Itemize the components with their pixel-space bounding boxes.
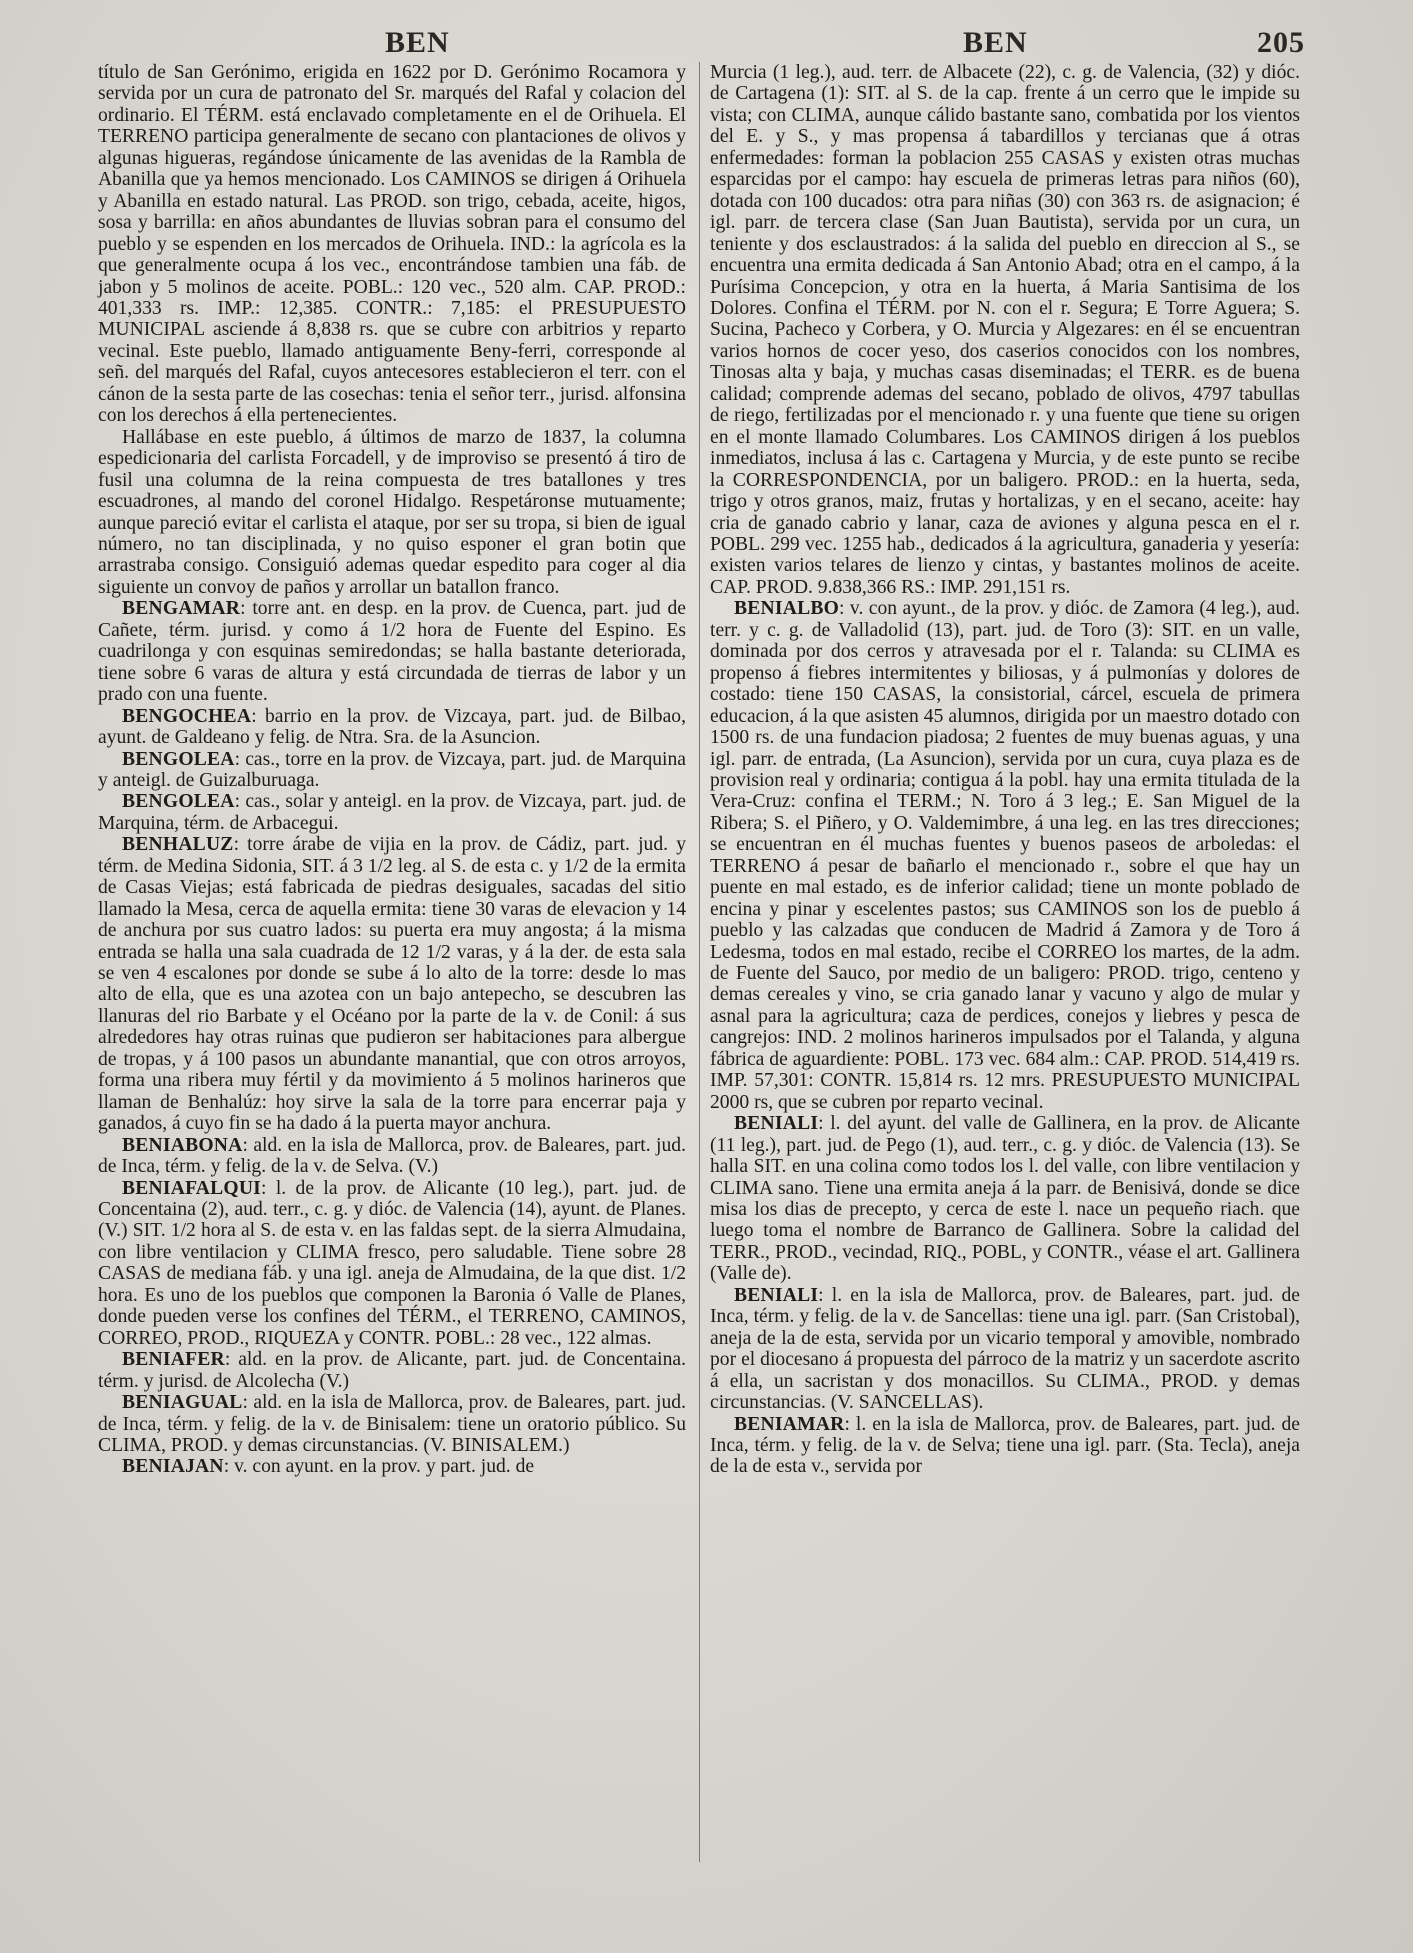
entry-headword: BENIAMAR: [734, 1413, 845, 1435]
dictionary-entry: [98, 1349, 686, 1392]
entry-text: : v. con ayunt. en la prov. y part. jud. de: [223, 1456, 535, 1478]
entry-headword: BENIAFER: [122, 1349, 225, 1371]
page-number: 205: [1257, 26, 1305, 59]
dictionary-entry: [98, 749, 686, 792]
dictionary-entry: [98, 1456, 686, 1477]
entry-headword: BENGOLEA: [122, 791, 235, 813]
entry-text: : torre ant. en desp. en la prov. de Cuenca, part. jud de Cañete, térm. jurisd. y como á 1/2 hora de Fuente del Espino. Es cuadrilonga y con esquinas semiredondas; se halla bastante deteriorada, tiene sobre 6 varas de altura y está circundada de tierras de labor y un prado con una fuente.: [98, 598, 686, 706]
entry-text: Hallábase en este pueblo, á últimos de marzo de 1837, la columna espedicionaria del carlista Forcadell, y de improviso se presentó á tiro de fusil una columna de la reina compuesta de tres batallones y tres escuadrones, al mando del coronel Hidalgo. Respetáronse mutuamente; aunque pareció evitar el carlista el ataque, por ser su tropa, si bien de igual número, no tan disciplinada, y no quiso esponer el gran botin que arrastraba consigo. Consiguió ademas quedar espedito para coger al dia siguiente un convoy de paños y arrollar un batallon franco.: [98, 426, 686, 598]
dictionary-entry: [710, 598, 1300, 1113]
entry-headword: BENGOLEA: [122, 748, 235, 770]
dictionary-entry: [710, 1113, 1300, 1285]
entry-text: : l. en la isla de Mallorca, prov. de Baleares, part. jud. de Inca, térm. y felig. de la v. de Sancellas: tiene una igl. parr. (San Cristobal), aneja de la de esta, servida por un vicario temporal y amovible, nombrado por el diocesano á propuesta del párroco de la matriz y un sacerdote ascrito á ella, un sacristan y dos monacillos. Su CLIMA., PROD. y demas circunstancias. (V. SANCELLAS).: [710, 1284, 1300, 1414]
entry-headword: BENGAMAR: [122, 598, 241, 620]
dictionary-entry: [98, 834, 686, 1134]
running-head-left: BEN: [385, 26, 450, 59]
column-divider: [699, 62, 700, 1862]
entry-paragraph: [710, 62, 1300, 598]
entry-text: : ald. en la isla de Mallorca, prov. de Baleares, part. jud. de Inca, térm. y felig. de la v. de Binisalem: tiene un oratorio público. Su CLIMA, PROD. y demas circunstancias. (V. BINISALEM.): [98, 1392, 686, 1456]
entry-headword: BENIAGUAL: [122, 1392, 243, 1414]
dictionary-entry: [98, 791, 686, 834]
entry-text: : cas., torre en la prov. de Vizcaya, part. jud. de Marquina y anteigl. de Guizalburuaga.: [98, 748, 686, 791]
dictionary-entry: [98, 1135, 686, 1178]
entry-text: : barrio en la prov. de Vizcaya, part. jud. de Bilbao, ayunt. de Galdeano y felig. de Ntra. Sra. de la Asuncion.: [98, 705, 686, 749]
dictionary-entry: [710, 1414, 1300, 1478]
dictionary-entry: [98, 1178, 686, 1350]
entry-headword: BENGOCHEA: [122, 705, 252, 727]
entry-headword: BENIAJAN: [122, 1456, 224, 1478]
entry-text: : ald. en la isla de Mallorca, prov. de Baleares, part. jud. de Inca, térm. y felig. de la v. de Selva. (V.): [98, 1134, 686, 1178]
running-head-right: BEN: [963, 26, 1028, 59]
right-column: [710, 62, 1300, 1478]
entry-headword: BENIALI: [734, 1284, 819, 1306]
dictionary-entry: [98, 1392, 686, 1456]
entry-text: : l. en la isla de Mallorca, prov. de Baleares, part. jud. de Inca, térm. y felig. de la v. de Selva; tiene una igl. parr. (Sta. Tecla), aneja de la de esta v., servida por: [710, 1413, 1300, 1478]
entry-headword: BENHALUZ: [122, 834, 234, 856]
entry-text: : l. de la prov. de Alicante (10 leg.), part. jud. de Concentaina (2), aud. terr., c. g. y dióc. de Valencia (14), ayunt. de Planes. (V.) SIT. 1/2 hora al S. de esta v. en las faldas sept. de la sierra Almudaina, con libre ventilacion y CLIMA fresco, pero saludable. Tiene sobre 28 CASAS de mediana fáb. y una igl. aneja de Almudaina, de la que dist. 1/2 hora. Es uno de los pueblos que componen la Baronia ó Valle de Planes, donde pueden verse los confines del TÉRM., el TERRENO, CAMINOS, CORREO, PROD., RIQUEZA y CONTR. POBL.: 28 vec., 122 almas.: [98, 1177, 686, 1349]
entry-text: : v. con ayunt., de la prov. y dióc. de Zamora (4 leg.), aud. terr. y c. g. de Valladolid (13), part. jud. de Toro (3): SIT. en un valle, dominada por dos cerros y atravesada por el r. Talanda: su CLIMA es propenso á fiebres intermitentes y biliosas, y á pulmonías y dolores de costado: tiene 150 CASAS, la consistorial, cárcel, escuela de primera educacion, á la que asisten 45 alumnos, dirigida por un maestro dotado con 1500 rs. de una fundacion piadosa; 2 fuentes de muy buenas aguas, y una igl. parr. de entrada, (La Asuncion), servida por un cura, cuya plaza es de provision real y ordinaria; contigua á la pobl. hay una ermita titulada de la Vera-Cruz: confina el TERM.; N. Toro á 3 leg.; E. San Miguel de la Ribera; S. el Piñero, y O. Valdemimbre, á una leg. en las tres direcciones; se encuentran en él muchas fuentes y buenos paseos de arboledas: el TERRENO á pesar de bañarlo el mencionado r., sobre el que hay un puente en mal estado, es de inferior calidad; tiene un monte poblado de encina y pinar y escelentes pastos; sus CAMINOS son los de pueblo á pueblo y las calzadas que conducen de Madrid á Zamora y de Toro á Ledesma, todos en mal estado, recibe el CORREO los martes, de la adm. de Fuente del Sauco, por medio de un baligero: PROD. trigo, centeno y demas cereales y vino, se cria ganado lanar y vacuno y algo de mular y asnal para la agricultura; caza de perdices, conejos y liebres y pesca de cangrejos: IND. 2 molinos harineros impulsados por el Talanda, y alguna fábrica de aguardiente: POBL. 173 vec. 684 alm.: CAP. PROD. 514,419 rs. IMP. 57,301: CONTR. 15,814 rs. 12 mrs. PRESUPUESTO MUNICIPAL 2000 rs, que se cubren por reparto vecinal.: [710, 598, 1300, 1113]
left-column: [98, 62, 686, 1478]
entry-text: título de San Gerónimo, erigida en 1622 por D. Gerónimo Rocamora y servida por un cura de patronato del Sr. marqués del Rafal y colacion del ordinario. El TÉRM. está enclavado completamente en el de Orihuela. El TERRENO participa generalmente de secano con plantaciones de olivos y algunas higueras, regándose únicamente de las avenidas de la Rambla de Abanilla que ya hemos mencionado. Los CAMINOS se dirigen á Orihuela y Abanilla en estado natural. Las PROD. son trigo, cebada, aceite, higos, sosa y barrilla: en años abundantes de lluvias sobran para el consumo del pueblo y se espenden en los mercados de Orihuela. IND.: la agrícola es la que generalmente ocupa á los vec., encontrándose tambien una fáb. de jabon y 5 molinos de aceite. POBL.: 120 vec., 520 alm. CAP. PROD.: 401,333 rs. IMP.: 12,385. CONTR.: 7,185: el PRESUPUESTO MUNICIPAL asciende á 8,838 rs. que se cubre con arbitrios y reparto vecinal. Este pueblo, llamado antiguamente Beny-ferri, corresponde al señ. del marqués del Rafal, cuyos antecesores establecieron el terr. con el cánon de la sesta parte de las cosechas: tenia el señor terr., jurisd. alfonsina con los derechos á ella pertenecientes.: [98, 62, 686, 427]
entry-headword: BENIALBO: [734, 598, 840, 620]
entry-text: : torre árabe de vijia en la prov. de Cádiz, part. jud. y térm. de Medina Sidonia, SIT. á 3 1/2 leg. al S. de esta c. y 1/2 de la ermita de Casas Viejas; está fabricada de piedras desiguales, sacadas del sitio llamado la Mesa, cerca de aquella ermita: tiene 30 varas de elevacion y 14 de anchura por sus cuatro lados: su puerta era muy angosta; á la misma entrada se halla una sala cuadrada de 12 1/2 varas, y á la der. de esta sala se ven 4 escalones por donde se sube á lo alto de la torre: desde lo mas alto de ella, que es una azotea con un bajo antepecho, se descubren las llanuras del rio Barbate y el Océano por la parte de la v. de Conil: á sus alrededores hay otras ruinas que pudieron ser habitaciones para albergue de tropas, y á 100 pasos un abundante manantial, que con otros arroyos, forma una ribera muy fértil y da movimiento á 5 molinos harineros que llaman de Benhalúz: hoy sirve la sala de la torre para encerrar paja y ganados, á cuyo fin se ha dado á la puerta mayor anchura.: [98, 834, 686, 1135]
dictionary-entry: [710, 1285, 1300, 1414]
entry-text: : ald. en la prov. de Alicante, part. jud. de Concentaina. térm. y jurisd. de Alcolecha (V.): [98, 1349, 686, 1392]
dictionary-entry: [98, 706, 686, 749]
entry-headword: BENIALI: [734, 1113, 819, 1135]
entry-text: Murcia (1 leg.), aud. terr. de Albacete (22), c. g. de Valencia, (32) y dióc. de Cartagena (1): SIT. al S. de la cap. frente á un cerro que le impide su vista; con CLIMA, aunque cálido bastante sano, combatida por los vientos del E. y S., y mas propensa á tabardillos y tercianas que á otras enfermedades: forman la poblacion 255 CASAS y existen otras muchas esparcidas por el campo: hay escuela de primeras letras para niños (60), dotada con 100 ducados: otra para niñas (30) con 363 rs. de asignacion; é igl. parr. de tercera clase (San Juan Bautista), servida por un cura, un teniente y dos esclaustrados: á la salida del pueblo en direccion al S., se encuentra una ermita dedicada á San Antonio Abad; otra en el campo, á la Purísima Concepcion, y otra en la huerta, á Maria Santisima de los Dolores. Confina el TÉRM. por N. con el r. Segura; E Torre Aguera; S. Sucina, Pacheco y Corbera, y O. Murcia y Algezares: en él se encuentran varios hornos de cocer yeso, dos caserios conocidos con los nombres, Tinosas alta y baja, y muchas casas diseminadas; el TERR. es de buena calidad; comprende ademas del secano, poblado de olivos, 4797 tabullas de riego, fertilizadas por el mencionado r. y una fuente que tiene su origen en el monte llamado Columbares. Los CAMINOS dirigen á los pueblos inmediatos, inclusa á las c. Cartagena y Murcia, y de este punto se recibe la CORRESPONDENCIA, por un baligero. PROD.: en la huerta, seda, trigo y otros granos, maiz, frutas y hortalizas, y en el secano, aceite: hay cria de ganado cabrio y lanar, caza de aviones y alguna pesca en el r. POBL. 299 vec. 1255 hab., dedicados á la agricultura, ganaderia y yesería: existen varios telares de lienzo y cintas, y bastantes molinos de aceite. CAP. PROD. 9.838,366 RS.: IMP. 291,151 rs.: [710, 62, 1300, 598]
entry-text: : cas., solar y anteigl. en la prov. de Vizcaya, part. jud. de Marquina, térm. de Arbacegui.: [98, 791, 686, 834]
entry-paragraph: [98, 62, 686, 427]
entry-text: : l. del ayunt. del valle de Gallinera, en la prov. de Alicante (11 leg.), part. jud. de Pego (1), aud. terr., c. g. y dióc. de Valencia (13). Se halla SIT. en una colina como todos los l. del valle, con libre ventilacion y CLIMA sano. Tiene una ermita aneja á la parr. de Benisivá, donde se dice misa los dias de precepto, y cerca de este l. nace un pequeño riach. que luego toma el nombre de Barranco de Gallinera. Sobre la calidad del TERR., PROD., vecindad, RIQ., POBL, y CONTR., véase el art. Gallinera (Valle de).: [710, 1113, 1300, 1285]
entry-paragraph: [98, 427, 686, 599]
entry-headword: BENIABONA: [122, 1134, 243, 1156]
entry-headword: BENIAFALQUI: [122, 1177, 262, 1199]
dictionary-entry: [98, 598, 686, 705]
